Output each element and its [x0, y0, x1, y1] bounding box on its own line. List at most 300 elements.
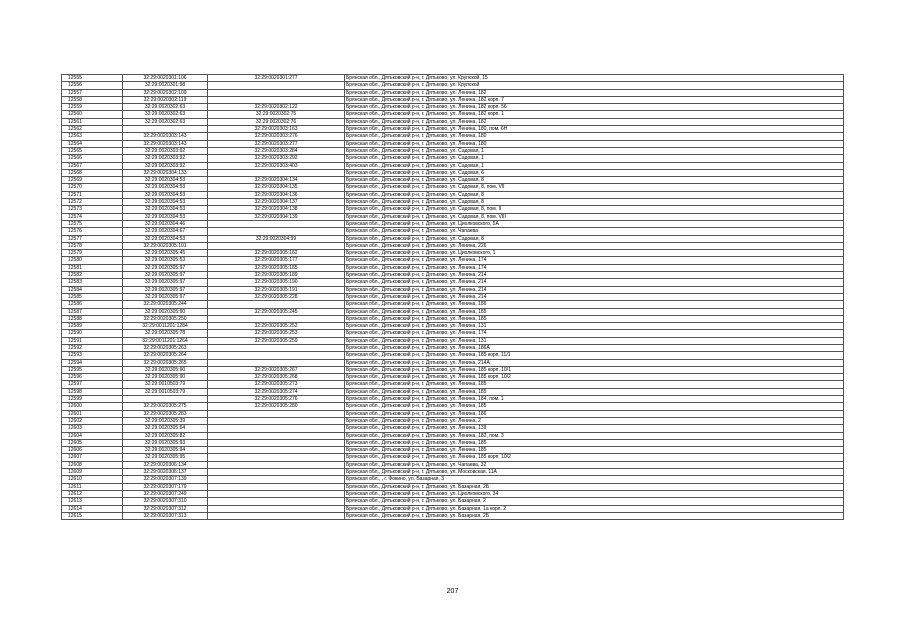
address-cell: Брянская обл., Дятьковский р-н, г. Дятьково, ул. Ленина, 182, пом. 3: [345, 432, 844, 439]
table-row: [62, 286, 844, 293]
building-cadastral-number-cell: 32:29:0020304:136: [208, 191, 345, 198]
address-cell: Брянская обл., Дятьковский р-н, г. Дятьково, ул. Ленина, 131: [345, 323, 844, 330]
row-number-cell: 12612: [62, 490, 123, 497]
building-cadastral-number-cell: 32:29:0020305:245: [208, 308, 345, 315]
table-row: [62, 191, 844, 198]
building-cadastral-number-cell: [208, 469, 345, 476]
land-cadastral-number-cell: 32:29:0020304:133: [123, 169, 208, 176]
table-row: [62, 264, 844, 271]
land-cadastral-number-cell: 32:29:0020301:106: [123, 75, 208, 82]
address-cell: Брянская обл., Дятьковский р-н, г. Дятьково, ул. Ленина, 185: [345, 388, 844, 395]
table-row: [62, 344, 844, 351]
address-cell: Брянская обл., Дятьковский р-н, г. Дятьково, ул. Ленина, 182: [345, 89, 844, 96]
address-cell: Брянская обл., Дятьковский р-н, г. Дятьково, ул. Садовая, 8, пом. VII: [345, 184, 844, 191]
building-cadastral-number-cell: 32:29:0020305:273: [208, 381, 345, 388]
building-cadastral-number-cell: [208, 89, 345, 96]
address-cell: Брянская обл., Дятьковский р-н, г. Дятьково, ул. Ленина, 185: [345, 439, 844, 446]
building-cadastral-number-cell: [208, 447, 345, 454]
row-number-cell: 12614: [62, 505, 123, 512]
row-number-cell: 12574: [62, 213, 123, 220]
land-cadastral-number-cell: 32:29:0020302:63: [123, 118, 208, 125]
row-number-cell: 12607: [62, 454, 123, 461]
table-row: [62, 315, 844, 322]
land-cadastral-number-cell: 32:29:0020304:53: [123, 184, 208, 191]
row-number-cell: 12610: [62, 476, 123, 483]
land-cadastral-number-cell: 32:29:0020307:249: [123, 490, 208, 497]
table-row: [62, 417, 844, 424]
land-cadastral-number-cell: 32:29:0020307:310: [123, 498, 208, 505]
address-cell: Брянская обл., Дятьковский р-н, г. Дятьково, ул. Чапаева, 32: [345, 461, 844, 468]
building-cadastral-number-cell: 32:29:0020303:284: [208, 147, 345, 154]
building-cadastral-number-cell: 32:29:0020301:277: [208, 75, 345, 82]
address-cell: Брянская обл., Дятьковский р-н, г. Дятьково, ул. Ленина, 185: [345, 403, 844, 410]
row-number-cell: 12595: [62, 366, 123, 373]
land-cadastral-number-cell: 32:29:0020303:143: [123, 140, 208, 147]
address-cell: Брянская обл., Дятьковский р-н, г. Дятьково, ул. Ленина, 214А: [345, 359, 844, 366]
building-cadastral-number-cell: 32:29:0020303:276: [208, 133, 345, 140]
table-row: [62, 213, 844, 220]
table-row: [62, 155, 844, 162]
table-row: [62, 396, 844, 403]
address-cell: Брянская обл., Дятьковский р-н, г. Дятьково, ул. Ленина, 182 корп. 1: [345, 111, 844, 118]
table-row: [62, 461, 844, 468]
land-cadastral-number-cell: 32:29:0020305:265: [123, 359, 208, 366]
address-cell: Брянская обл., Дятьковский р-н, г. Дятьково, ул. Ленина, 214: [345, 272, 844, 279]
row-number-cell: 12587: [62, 308, 123, 315]
building-cadastral-number-cell: [208, 220, 345, 227]
row-number-cell: 12580: [62, 257, 123, 264]
building-cadastral-number-cell: 32:29:0020305:189: [208, 272, 345, 279]
building-cadastral-number-cell: [208, 432, 345, 439]
building-cadastral-number-cell: 32:29:0020303:277: [208, 140, 345, 147]
table-row: [62, 169, 844, 176]
table-row: [62, 147, 844, 154]
address-cell: Брянская обл., Дятьковский р-н, г. Дятьково, ул. Крупской, 15: [345, 75, 844, 82]
building-cadastral-number-cell: [208, 483, 345, 490]
row-number-cell: 12591: [62, 337, 123, 344]
row-number-cell: 12572: [62, 199, 123, 206]
table-row: [62, 447, 844, 454]
building-cadastral-number-cell: [208, 410, 345, 417]
land-cadastral-number-cell: 32:29:0020302:109: [123, 89, 208, 96]
table-row: [62, 388, 844, 395]
building-cadastral-number-cell: 32:29:0020305:259: [208, 337, 345, 344]
row-number-cell: 12588: [62, 315, 123, 322]
land-cadastral-number-cell: [123, 396, 208, 403]
land-cadastral-number-cell: 32:29:0020304:53: [123, 213, 208, 220]
table-row: [62, 425, 844, 432]
row-number-cell: 12599: [62, 396, 123, 403]
land-cadastral-number-cell: 32:29:0020305:244: [123, 301, 208, 308]
address-cell: Брянская обл., , г. Фокино, ул. Базарная, 3: [345, 476, 844, 483]
row-number-cell: 12557: [62, 89, 123, 96]
table-row: [62, 498, 844, 505]
row-number-cell: 12570: [62, 184, 123, 191]
land-cadastral-number-cell: 32:29:0020305:97: [123, 264, 208, 271]
building-cadastral-number-cell: [208, 490, 345, 497]
building-cadastral-number-cell: 32:29:0020302:76: [208, 118, 345, 125]
table-row: [62, 483, 844, 490]
row-number-cell: 12560: [62, 111, 123, 118]
building-cadastral-number-cell: [208, 505, 345, 512]
row-number-cell: 12569: [62, 177, 123, 184]
land-cadastral-number-cell: 32:29:0020305:250: [123, 315, 208, 322]
building-cadastral-number-cell: 32:29:0020303:163: [208, 126, 345, 133]
land-cadastral-number-cell: 32:29:0020304:67: [123, 228, 208, 235]
table-row: [62, 235, 844, 242]
land-cadastral-number-cell: 32:29:0011201:1264: [123, 337, 208, 344]
address-cell: Брянская обл., Дятьковский р-н, г. Дятьково, ул. Крупской: [345, 82, 844, 89]
land-cadastral-number-cell: 32:29:0020307:179: [123, 483, 208, 490]
table-row: [62, 242, 844, 249]
address-cell: Брянская обл., Дятьковский р-н, г. Дятьково, ул. Ленина, 182 корп. 7: [345, 96, 844, 103]
table-row: [62, 469, 844, 476]
building-cadastral-number-cell: [208, 512, 345, 519]
row-number-cell: 12586: [62, 301, 123, 308]
land-cadastral-number-cell: 32:29:0020305:283: [123, 410, 208, 417]
address-cell: Брянская обл., Дятьковский р-н, г. Дятьково, ул. Ленина, 174: [345, 257, 844, 264]
land-cadastral-number-cell: 32:29:0020303:143: [123, 133, 208, 140]
address-cell: Брянская обл., Дятьковский р-н, г. Дятьково, ул. Базарная, 1а корп. 2: [345, 505, 844, 512]
table-row: [62, 96, 844, 103]
row-number-cell: 12596: [62, 374, 123, 381]
row-number-cell: 12597: [62, 381, 123, 388]
land-cadastral-number-cell: 32:29:0020305:78: [123, 330, 208, 337]
land-cadastral-number-cell: 32:29:0010503:79: [123, 388, 208, 395]
table-row: [62, 75, 844, 82]
row-number-cell: 12583: [62, 279, 123, 286]
address-cell: Брянская обл., Дятьковский р-н, г. Дятьково, ул. Московская, 11А: [345, 469, 844, 476]
building-cadastral-number-cell: [208, 315, 345, 322]
table-row: [62, 410, 844, 417]
address-cell: Брянская обл., Дятьковский р-н, г. Дятьково, ул. Циолковского, 34: [345, 490, 844, 497]
address-cell: Брянская обл., Дятьковский р-н, г. Дятьково, ул. Ленина, 174: [345, 330, 844, 337]
land-cadastral-number-cell: 32:29:0020305:97: [123, 293, 208, 300]
land-cadastral-number-cell: 32:29:0020302:63: [123, 104, 208, 111]
address-cell: Брянская обл., Дятьковский р-н, г. Дятьково, ул. Садовая, 8: [345, 199, 844, 206]
address-cell: Брянская обл., Дятьковский р-н, г. Дятьково, ул. Базарная, 2: [345, 498, 844, 505]
table-row: [62, 293, 844, 300]
table-row: [62, 505, 844, 512]
table-row: [62, 228, 844, 235]
address-cell: Брянская обл., Дятьковский р-н, г. Дятьково, ул. Ленина, 185: [345, 315, 844, 322]
address-cell: Брянская обл., Дятьковский р-н, г. Дятьково, ул. Ленина, 180: [345, 133, 844, 140]
row-number-cell: 12558: [62, 96, 123, 103]
row-number-cell: 12604: [62, 432, 123, 439]
table-row: [62, 272, 844, 279]
address-cell: Брянская обл., Дятьковский р-н, г. Дятьково, ул. Садовая, 8: [345, 191, 844, 198]
table-row: [62, 301, 844, 308]
building-cadastral-number-cell: 32:29:0020305:280: [208, 403, 345, 410]
table-row: [62, 366, 844, 373]
land-cadastral-number-cell: 32:29:0020305:90: [123, 308, 208, 315]
building-cadastral-number-cell: 32:29:0020304:135: [208, 184, 345, 191]
building-cadastral-number-cell: 32:29:0020305:276: [208, 396, 345, 403]
table-body: [62, 75, 844, 520]
address-cell: Брянская обл., Дятьковский р-н, г. Дятьково, ул. Ленина, 186: [345, 301, 844, 308]
address-cell: Брянская обл., Дятьковский р-н, г. Дятьково, ул. Ленина, 214: [345, 293, 844, 300]
building-cadastral-number-cell: 32:29:0020304:139: [208, 213, 345, 220]
address-cell: Брянская обл., Дятьковский р-н, г. Дятьково, ул. Ленина, 139: [345, 425, 844, 432]
land-cadastral-number-cell: 32:29:0020304:53: [123, 206, 208, 213]
row-number-cell: 12556: [62, 82, 123, 89]
address-cell: Брянская обл., Дятьковский р-н, г. Дятьково, ул. Базарная, 2Б: [345, 483, 844, 490]
row-number-cell: 12585: [62, 293, 123, 300]
row-number-cell: 12568: [62, 169, 123, 176]
table-row: [62, 82, 844, 89]
address-cell: Брянская обл., Дятьковский р-н, г. Дятьково, ул. Ленина, 185: [345, 447, 844, 454]
row-number-cell: 12613: [62, 498, 123, 505]
row-number-cell: 12579: [62, 250, 123, 257]
building-cadastral-number-cell: 32:29:0020305:191: [208, 286, 345, 293]
row-number-cell: 12562: [62, 126, 123, 133]
address-cell: Брянская обл., Дятьковский р-н, г. Дятьково, ул. Ленина, 226: [345, 242, 844, 249]
address-cell: Брянская обл., Дятьковский р-н, г. Дятьково, ул. Чапаева: [345, 228, 844, 235]
row-number-cell: 12606: [62, 447, 123, 454]
address-cell: Брянская обл., Дятьковский р-н, г. Дятьково, ул. Садовая, 1: [345, 147, 844, 154]
row-number-cell: 12581: [62, 264, 123, 271]
land-cadastral-number-cell: 32:29:0020305:95: [123, 454, 208, 461]
table-row: [62, 162, 844, 169]
row-number-cell: 12563: [62, 133, 123, 140]
table-row: [62, 352, 844, 359]
land-cadastral-number-cell: 32:29:0011201:1284: [123, 323, 208, 330]
table-row: [62, 177, 844, 184]
address-cell: Брянская обл., Дятьковский р-н, г. Дятьково, ул. Ленина, 185: [345, 308, 844, 315]
table-row: [62, 199, 844, 206]
row-number-cell: 12615: [62, 512, 123, 519]
table-row: [62, 403, 844, 410]
land-cadastral-number-cell: 32:29:0020305:101: [123, 242, 208, 249]
land-cadastral-number-cell: 32:29:0020305:90: [123, 374, 208, 381]
land-cadastral-number-cell: 32:29:0020307:313: [123, 512, 208, 519]
address-cell: Брянская обл., Дятьковский р-н, г. Дятьково, ул. Ленина, 185 корп. 11/1: [345, 352, 844, 359]
land-cadastral-number-cell: 32:29:0010503:79: [123, 381, 208, 388]
table-row: [62, 490, 844, 497]
land-cadastral-number-cell: 32:29:0020306:137: [123, 469, 208, 476]
land-cadastral-number-cell: 32:29:0020302:119: [123, 96, 208, 103]
row-number-cell: 12601: [62, 410, 123, 417]
land-cadastral-number-cell: 32:29:0020307:312: [123, 505, 208, 512]
row-number-cell: 12555: [62, 75, 123, 82]
building-cadastral-number-cell: [208, 359, 345, 366]
table-row: [62, 184, 844, 191]
land-cadastral-number-cell: 32:29:0020305:64: [123, 425, 208, 432]
address-cell: Брянская обл., Дятьковский р-н, г. Дятьково, ул. Базарная, 2Б: [345, 512, 844, 519]
table-row: [62, 439, 844, 446]
building-cadastral-number-cell: [208, 169, 345, 176]
row-number-cell: 12608: [62, 461, 123, 468]
table-row: [62, 279, 844, 286]
table-row: [62, 206, 844, 213]
row-number-cell: 12573: [62, 206, 123, 213]
row-number-cell: 12561: [62, 118, 123, 125]
row-number-cell: 12609: [62, 469, 123, 476]
row-number-cell: 12566: [62, 155, 123, 162]
address-cell: Брянская обл., Дятьковский р-н, г. Дятьково, ул. Ленина, 185: [345, 381, 844, 388]
row-number-cell: 12592: [62, 344, 123, 351]
row-number-cell: 12577: [62, 235, 123, 242]
building-cadastral-number-cell: [208, 498, 345, 505]
land-cadastral-number-cell: 32:29:0020306:134: [123, 461, 208, 468]
land-cadastral-number-cell: 32:29:0020307:139: [123, 476, 208, 483]
building-cadastral-number-cell: [208, 301, 345, 308]
building-cadastral-number-cell: [208, 439, 345, 446]
land-cadastral-number-cell: 32:29:0020302:63: [123, 111, 208, 118]
row-number-cell: 12593: [62, 352, 123, 359]
land-cadastral-number-cell: 32:29:0020305:264: [123, 352, 208, 359]
table-row: [62, 323, 844, 330]
building-cadastral-number-cell: [208, 228, 345, 235]
building-cadastral-number-cell: [208, 352, 345, 359]
land-cadastral-number-cell: 32:29:0020305:97: [123, 286, 208, 293]
row-number-cell: 12590: [62, 330, 123, 337]
address-cell: Брянская обл., Дятьковский р-н, г. Дятьково, ул. Садовая, 8, пом. II: [345, 206, 844, 213]
table-row: [62, 432, 844, 439]
address-cell: Брянская обл., Дятьковский р-н, г. Дятьково, ул. Садовая, 6: [345, 169, 844, 176]
row-number-cell: 12565: [62, 147, 123, 154]
address-cell: Брянская обл., Дятьковский р-н, г. Дятьково, ул. Ленина, 180, пом. 6Н: [345, 126, 844, 133]
land-cadastral-number-cell: 32:29:0020301:98: [123, 82, 208, 89]
row-number-cell: 12582: [62, 272, 123, 279]
address-cell: Брянская обл., Дятьковский р-н, г. Дятьково, ул. Садовая, 8, пом. VIII: [345, 213, 844, 220]
building-cadastral-number-cell: 32:29:0020304:134: [208, 177, 345, 184]
land-cadastral-number-cell: 32:29:0020304:53: [123, 177, 208, 184]
address-cell: Брянская обл., Дятьковский р-н, г. Дятьково, ул. Садовая, 1: [345, 162, 844, 169]
table-row: [62, 359, 844, 366]
address-cell: Брянская обл., Дятьковский р-н, г. Дятьково, ул. Ленина, 184, пом. 1: [345, 396, 844, 403]
table-row: [62, 374, 844, 381]
building-cadastral-number-cell: 32:29:0020302:75: [208, 111, 345, 118]
land-cadastral-number-cell: 32:29:0020305:97: [123, 279, 208, 286]
address-cell: Брянская обл., Дятьковский р-н, г. Дятьково, ул. Ленина, 214: [345, 286, 844, 293]
building-cadastral-number-cell: [208, 454, 345, 461]
cadastral-table: [61, 74, 844, 520]
land-cadastral-number-cell: 32:29:0020304:53: [123, 235, 208, 242]
building-cadastral-number-cell: 32:29:0020305:228: [208, 293, 345, 300]
address-cell: Брянская обл., Дятьковский р-н, г. Дятьково, ул. Ленина, 186А: [345, 344, 844, 351]
land-cadastral-number-cell: 32:29:0020304:46: [123, 220, 208, 227]
table-row: [62, 89, 844, 96]
building-cadastral-number-cell: [208, 242, 345, 249]
row-number-cell: 12584: [62, 286, 123, 293]
building-cadastral-number-cell: [208, 82, 345, 89]
land-cadastral-number-cell: 32:29:0020304:53: [123, 191, 208, 198]
land-cadastral-number-cell: 32:29:0020305:82: [123, 432, 208, 439]
row-number-cell: 12594: [62, 359, 123, 366]
table-row: [62, 454, 844, 461]
building-cadastral-number-cell: [208, 96, 345, 103]
row-number-cell: 12602: [62, 417, 123, 424]
land-cadastral-number-cell: 32:29:0020305:45: [123, 250, 208, 257]
land-cadastral-number-cell: 32:29:0020305:97: [123, 272, 208, 279]
building-cadastral-number-cell: 32:29:0020305:268: [208, 374, 345, 381]
land-cadastral-number-cell: 32:29:0020305:93: [123, 439, 208, 446]
table-row: [62, 512, 844, 519]
land-cadastral-number-cell: 32:29:0020305:94: [123, 447, 208, 454]
row-number-cell: 12559: [62, 104, 123, 111]
row-number-cell: 12571: [62, 191, 123, 198]
building-cadastral-number-cell: 32:29:0020305:185: [208, 264, 345, 271]
land-cadastral-number-cell: 32:29:0020305:53: [123, 257, 208, 264]
table-row: [62, 104, 844, 111]
address-cell: Брянская обл., Дятьковский р-н, г. Дятьково, ул. Ленина, 180: [345, 140, 844, 147]
building-cadastral-number-cell: 32:29:0020303:403: [208, 162, 345, 169]
building-cadastral-number-cell: 32:29:0020305:190: [208, 279, 345, 286]
building-cadastral-number-cell: 32:29:0020305:162: [208, 250, 345, 257]
address-cell: Брянская обл., Дятьковский р-н, г. Дятьково, ул. Ленина, 182 корп. 56: [345, 104, 844, 111]
building-cadastral-number-cell: 32:29:0020305:252: [208, 323, 345, 330]
building-cadastral-number-cell: [208, 344, 345, 351]
building-cadastral-number-cell: 32:29:0020305:274: [208, 388, 345, 395]
row-number-cell: 12575: [62, 220, 123, 227]
land-cadastral-number-cell: 32:29:0020305:90: [123, 366, 208, 373]
land-cadastral-number-cell: 32:29:0020305:39: [123, 417, 208, 424]
address-cell: Брянская обл., Дятьковский р-н, г. Дятьково, ул. Ленина, 185 корп. 10/2: [345, 454, 844, 461]
building-cadastral-number-cell: 32:29:0020305:177: [208, 257, 345, 264]
land-cadastral-number-cell: 32:29:0020305:275: [123, 403, 208, 410]
table-row: [62, 476, 844, 483]
table-row: [62, 250, 844, 257]
row-number-cell: 12600: [62, 403, 123, 410]
land-cadastral-number-cell: 32:29:0020303:92: [123, 155, 208, 162]
address-cell: Брянская обл., Дятьковский р-н, г. Дятьково, ул. Циолковского, 1: [345, 250, 844, 257]
row-number-cell: 12605: [62, 439, 123, 446]
table-row: [62, 337, 844, 344]
building-cadastral-number-cell: 32:29:0020304:138: [208, 206, 345, 213]
row-number-cell: 12589: [62, 323, 123, 330]
land-cadastral-number-cell: [123, 126, 208, 133]
table-row: [62, 140, 844, 147]
address-cell: Брянская обл., Дятьковский р-н, г. Дятьково, ул. Ленина, 2: [345, 417, 844, 424]
address-cell: Брянская обл., Дятьковский р-н, г. Дятьково, ул. Садовая, 1: [345, 155, 844, 162]
land-cadastral-number-cell: 32:29:0020303:92: [123, 162, 208, 169]
table-row: [62, 220, 844, 227]
address-cell: Брянская обл., Дятьковский р-н, г. Дятьково, ул. Ленина, 182: [345, 118, 844, 125]
building-cadastral-number-cell: [208, 476, 345, 483]
address-cell: Брянская обл., Дятьковский р-н, г. Дятьково, ул. Циолковского, 5А: [345, 220, 844, 227]
address-cell: Брянская обл., Дятьковский р-н, г. Дятьково, ул. Садовая, 8: [345, 235, 844, 242]
table-row: [62, 118, 844, 125]
land-cadastral-number-cell: 32:29:0020305:263: [123, 344, 208, 351]
row-number-cell: 12576: [62, 228, 123, 235]
building-cadastral-number-cell: 32:29:0020302:122: [208, 104, 345, 111]
table-row: [62, 111, 844, 118]
building-cadastral-number-cell: [208, 461, 345, 468]
row-number-cell: 12611: [62, 483, 123, 490]
table-row: [62, 330, 844, 337]
building-cadastral-number-cell: 32:29:0020304:137: [208, 199, 345, 206]
address-cell: Брянская обл., Дятьковский р-н, г. Дятьково, ул. Ленина, 186: [345, 410, 844, 417]
building-cadastral-number-cell: 32:29:0020305:253: [208, 330, 345, 337]
building-cadastral-number-cell: 32:29:0020305:267: [208, 366, 345, 373]
table-row: [62, 308, 844, 315]
row-number-cell: 12578: [62, 242, 123, 249]
page-number: 207: [446, 588, 459, 595]
building-cadastral-number-cell: 32:29:0020303:292: [208, 155, 345, 162]
address-cell: Брянская обл., Дятьковский р-н, г. Дятьково, ул. Ленина, 214: [345, 279, 844, 286]
table-row: [62, 133, 844, 140]
table-row: [62, 381, 844, 388]
address-cell: Брянская обл., Дятьковский р-н, г. Дятьково, ул. Ленина, 185 корп. 10/1: [345, 366, 844, 373]
address-cell: Брянская обл., Дятьковский р-н, г. Дятьково, ул. Ленина, 185 корп. 10/2: [345, 374, 844, 381]
building-cadastral-number-cell: [208, 425, 345, 432]
land-cadastral-number-cell: 32:29:0020304:53: [123, 199, 208, 206]
building-cadastral-number-cell: [208, 417, 345, 424]
row-number-cell: 12603: [62, 425, 123, 432]
row-number-cell: 12567: [62, 162, 123, 169]
address-cell: Брянская обл., Дятьковский р-н, г. Дятьково, ул. Садовая, 8: [345, 177, 844, 184]
